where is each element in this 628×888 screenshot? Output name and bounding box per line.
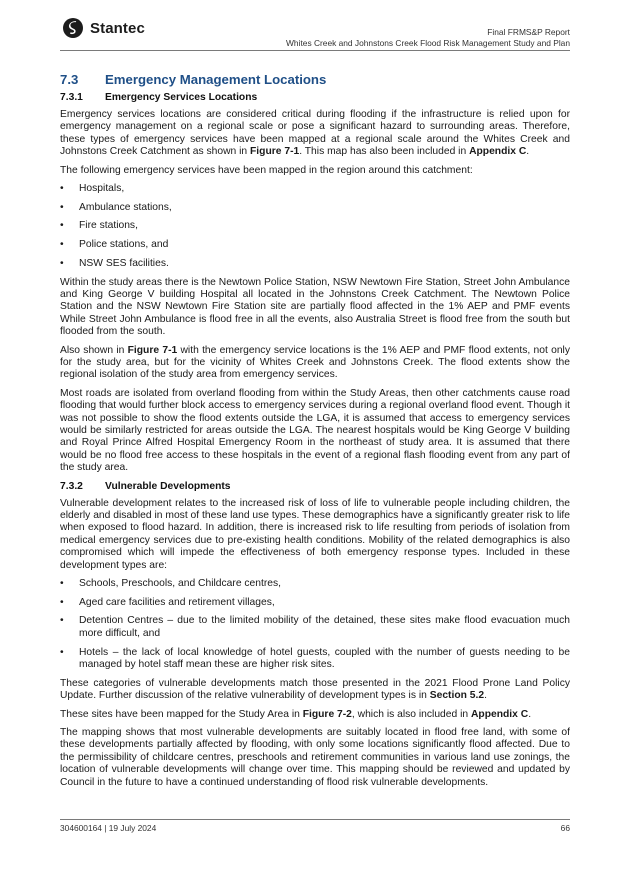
paragraph: The following emergency services have been mapped in the region around this catchment: — [60, 164, 473, 176]
section-heading — [60, 72, 570, 87]
figure-reference: Figure 7-1 — [250, 146, 300, 158]
page-number: 66 — [560, 823, 570, 833]
logo-wordmark: Stantec — [90, 19, 145, 37]
list-item: • Aged care facilities and retirement villages, — [60, 596, 275, 608]
bullet: • — [60, 239, 64, 251]
figure-reference: Figure 7-1 — [127, 344, 178, 356]
list-item: • Ambulance stations, — [60, 201, 172, 213]
paragraph: Vulnerable development relates to the increased risk of loss of life to vulnerable people including children, the elderly and disabled in most of these land use types. These demographics have a significantly greater risk to life when exposed to flood hazard. In addition, there is increased risk to life resulting from periods of isolation from medical emergency services due to pre-existing health conditions. Mobility of the related demographics is also compromised which will impede the effectiveness of both emergency response types. Included in these development types are: — [60, 497, 570, 571]
list-item: • Hotels – the lack of local knowledge of hotel guests, coupled with the number of guests needing to be managed by hotel staff mean these are higher risk sites. — [60, 646, 570, 670]
subsection-number: 7.3.1 — [60, 92, 83, 103]
appendix-reference: Appendix C — [470, 708, 529, 720]
list-item: • Fire stations, — [60, 220, 138, 232]
list-item: • NSW SES facilities. — [60, 257, 169, 269]
bullet: • — [60, 257, 64, 269]
appendix-reference: Appendix C — [469, 146, 527, 158]
bullet: • — [60, 183, 64, 195]
paragraph: Within the study areas there is the Newtown Police Station, NSW Newtown Fire Station, Street John Ambulance and King George V building Hospital all located in the Johnstons Creek Catchment. The Newtown Police Station and the NSW Newtown Fire Station site are partially flood affected in the 1% AEP and PMF events While Street John Ambulance is flood free in all the events, also Australia Street is flood free from the south but flooded from the south. — [60, 276, 570, 338]
paragraph: Most roads are isolated from overland flooding from within the Study Areas, then other catchments cause road flooding that would further block access to emergency services during a regional overland flood event. Though it was not possible to show the flood extents outside the LGA, it is assumed that access to emergency services would be similarly restricted for areas outside the LGA. The nearest hospitals would be King George V building and Royal Prince Alfred Hospital Emergency Room in the northeast of study area. It is assumed that there would be no flood free access to these hospitals in the event of a regional flash flooding event from any part of the study area. — [60, 387, 570, 474]
section-title: Emergency Management Locations — [105, 72, 327, 87]
list-item: • Police stations, and — [60, 239, 169, 251]
subsection-heading-vulnerable-developments — [60, 481, 570, 492]
document-reference: 304600164 | 19 July 2024 — [60, 823, 157, 833]
paragraph: Also shown in Figure 7-1 with the emergency service locations is the 1% AEP and PMF flood extents, not only for the study area, but for the vicinity of Whites Creek and Johnstons Creek. The flood extents show the regional isolation of the study area from emergency services. — [60, 344, 570, 381]
subsection-heading-emergency-services — [60, 92, 570, 103]
bullet: • — [60, 646, 64, 658]
paragraph: The mapping shows that most vulnerable developments are suitably located in flood free land, with some of these developments partially affected by flooding, with only some locations significantly flood affected. Due to the permissibility of childcare centres, preschools and retirement communities in various land use zonings, the location of vulnerable developments will change over time. This mapping should be reviewed and updated by Council in the future to have a continued understanding of flood risk vulnerable developments. — [60, 726, 570, 788]
footer-divider — [60, 819, 570, 820]
list-item: • Hospitals, — [60, 183, 125, 195]
bullet: • — [60, 220, 64, 232]
section-number: 7.3 — [60, 72, 79, 87]
stantec-logo — [62, 17, 145, 39]
paragraph: These sites have been mapped for the Study Area in Figure 7-2, which is also included in Appendix C. — [60, 708, 532, 720]
subsection-number: 7.3.2 — [60, 480, 83, 492]
study-title: Whites Creek and Johnstons Creek Flood Risk Management Study and Plan — [286, 38, 570, 48]
subsection-title: Vulnerable Developments — [105, 480, 231, 492]
emergency-services-list — [60, 183, 570, 270]
page-body — [60, 72, 570, 795]
subsection-title: Emergency Services Locations — [105, 92, 258, 103]
list-item: • Schools, Preschools, and Childcare centres, — [60, 578, 282, 590]
report-title: Final FRMS&P Report — [487, 27, 570, 37]
section-reference: Section 5.2 — [429, 690, 485, 702]
bullet: • — [60, 578, 64, 590]
bullet: • — [60, 615, 64, 627]
figure-reference: Figure 7-2 — [302, 708, 352, 720]
paragraph: Emergency services locations are considered critical during flooding if the infrastructure is relied upon for emergency management on a regional scale or pose a significant hazard to surrounding areas. Therefore, these types of emergency services have been mapped at a regional scale around the Whites Creek and Johnstons Creek Catchment as shown in Figure 7-1. This map has also been included in Appendix C. — [60, 109, 570, 158]
bullet: • — [60, 201, 64, 213]
paragraph: These categories of vulnerable developments match those presented in the 2021 Flood Prone Land Policy Update. Further discussion of the relative vulnerability of development types is in Section 5.2. — [60, 677, 570, 702]
vulnerable-developments-list — [60, 578, 570, 671]
running-header — [286, 27, 570, 49]
header-divider — [60, 50, 570, 51]
bullet: • — [60, 596, 64, 608]
stantec-logo-icon — [62, 17, 84, 39]
list-item: • Detention Centres – due to the limited mobility of the detained, these sites make flood evacuation much more difficult, and — [60, 615, 570, 639]
